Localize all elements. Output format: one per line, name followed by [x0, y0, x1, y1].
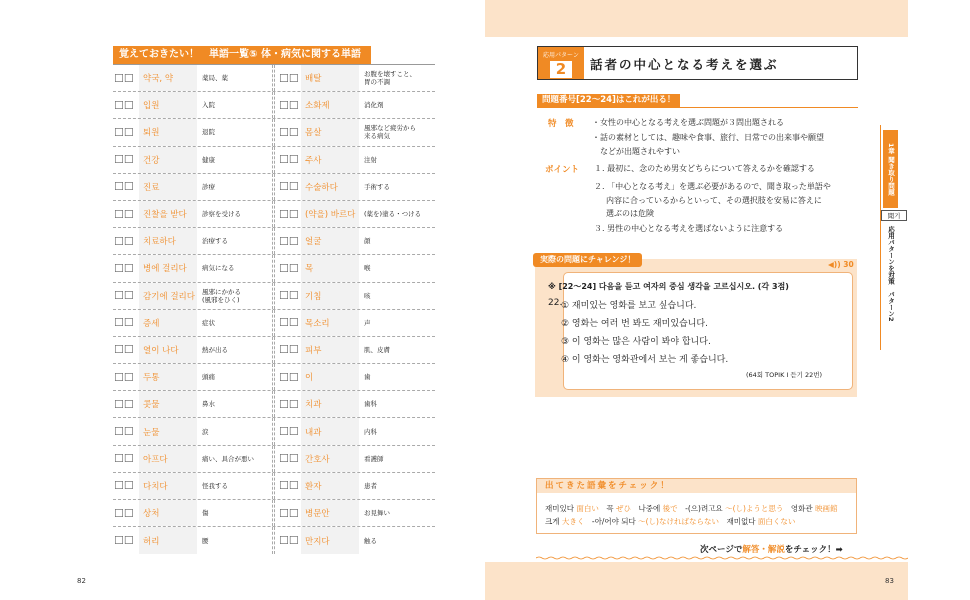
vocab-check-box [536, 478, 857, 534]
question-underline [537, 107, 858, 108]
japanese-meaning: 看護師 [364, 454, 384, 463]
japanese-meaning: 症状 [202, 318, 215, 327]
japanese-meaning: 痛い、具合が悪い [202, 454, 254, 463]
korean-word: 진료 [139, 174, 197, 200]
vocab-row [113, 201, 435, 228]
checkbox-pair[interactable]: ☐☐ [114, 452, 134, 466]
point-line: ３. 男性の中心となる考えを選ばないように注意する [594, 224, 784, 233]
vocab-row [113, 364, 435, 391]
korean-word: (약을) 바르다 [301, 201, 359, 227]
korean-word: 병문안 [301, 500, 359, 526]
feature-key: 特 徴 [548, 119, 574, 129]
vocab-check-label: 出てきた語彙をチェック！ [537, 479, 856, 493]
japanese-meaning: 薬局、薬 [202, 74, 228, 83]
pattern-badge [538, 47, 584, 79]
checkbox-pair[interactable]: ☐☐ [279, 506, 299, 520]
checkbox-pair[interactable]: ☐☐ [114, 289, 134, 303]
vocab-japanese: 面白くない [757, 517, 796, 526]
japanese-meaning: 声 [364, 318, 371, 327]
japanese-meaning: 病気になる [202, 264, 235, 273]
vocab-korean: 크게 [545, 517, 562, 526]
korean-word: 진찰을 받다 [139, 201, 197, 227]
japanese-meaning: 怪我する [202, 481, 228, 490]
japanese-meaning: 手術する [364, 182, 390, 191]
side-tab-section: 聞기 [881, 210, 907, 221]
japanese-meaning: 注射 [364, 155, 377, 164]
point-line: １. 最初に、念のため男女どちらについて答えるかを確認する [594, 164, 815, 173]
vocab-japanese: 大きく [561, 517, 585, 526]
korean-word: 아프다 [139, 446, 197, 472]
korean-word: 얼굴 [301, 228, 359, 254]
japanese-meaning: 咳 [364, 291, 371, 300]
korean-word: 콧물 [139, 391, 197, 417]
japanese-meaning: 診察を受ける [202, 210, 241, 219]
page-number-right: 83 [885, 577, 894, 585]
japanese-meaning: 内科 [364, 427, 377, 436]
korean-word: 감기에 걸리다 [139, 283, 197, 309]
feature-line: ・女性の中心となる考えを選ぶ問題が３問出題される [592, 118, 784, 127]
japanese-meaning: お見舞い [364, 509, 390, 518]
japanese-meaning: 風邪など疲労から 来る病気 [364, 124, 416, 141]
point-line: 選ぶのは危険 [606, 209, 654, 218]
korean-word: 수술하다 [301, 174, 359, 200]
source-note: (64회 TOPIK Ⅰ 듣기 22번) [746, 371, 823, 379]
vocab-row [113, 283, 435, 310]
checkbox-pair[interactable]: ☐☐ [279, 425, 299, 439]
side-tab-chapter[interactable]: 1章 聞き取り問題 [883, 130, 898, 208]
vocab-row [113, 337, 435, 364]
checkbox-pair[interactable]: ☐☐ [114, 98, 134, 112]
page-number-left: 82 [77, 577, 86, 585]
korean-word: 목 [301, 255, 359, 281]
korean-word: 입원 [139, 92, 197, 118]
top-band [485, 0, 908, 37]
side-tab-pattern: 応用パターンを対策 パターン2 [887, 226, 895, 322]
japanese-meaning: 傷 [202, 509, 209, 518]
checkbox-pair[interactable]: ☐☐ [279, 370, 299, 384]
checkbox-pair[interactable]: ☐☐ [114, 180, 134, 194]
korean-word: 간호사 [301, 446, 359, 472]
checkbox-pair[interactable]: ☐☐ [114, 370, 134, 384]
vocab-row [113, 473, 435, 500]
instruction: ※ [22～24] 다음을 듣고 여자의 중심 생각을 고르십시오. (각 3점) [548, 282, 789, 291]
vocab-japanese: ～(し)ようと思う [725, 504, 784, 513]
side-tab-line [880, 125, 881, 350]
korean-word: 만지다 [301, 527, 359, 554]
vocab-japanese: ぜひ [616, 504, 632, 513]
question-label: 問題番号[22～24]はこれが出る！ [537, 94, 680, 107]
vocab-korean: 꼭 [598, 504, 617, 513]
japanese-meaning: 歯科 [364, 400, 377, 409]
checkbox-pair[interactable]: ☐☐ [114, 479, 134, 493]
korean-word: 주사 [301, 147, 359, 173]
option: ④ 이 영화는 영화관에서 보는 게 좋습니다. [561, 355, 729, 365]
point-key: ポイント [545, 165, 580, 175]
japanese-meaning: 触る [364, 536, 377, 545]
japanese-meaning: (薬を)塗る・つける [364, 210, 422, 219]
vocab-row [113, 500, 435, 527]
vocab-row [113, 310, 435, 337]
korean-word: 치료하다 [139, 228, 197, 254]
vocab-korean: 재미있다 [545, 504, 577, 513]
vocab-table [113, 64, 435, 554]
vocab-check-line-1 [545, 503, 838, 514]
checkbox-pair[interactable]: ☐☐ [114, 534, 134, 548]
checkbox-pair[interactable]: ☐☐ [114, 153, 134, 167]
wave-divider [536, 556, 908, 560]
option: ③ 이 영화는 많은 사람이 봐야 합니다. [561, 337, 711, 347]
korean-word: 퇴원 [139, 119, 197, 145]
feature-line: ・話の素材としては、趣味や食事、旅行、日常での出来事や願望 [592, 133, 824, 142]
checkbox-pair[interactable]: ☐☐ [279, 316, 299, 330]
korean-word: 상처 [139, 500, 197, 526]
vocab-japanese: ～(し)なければならない [638, 517, 719, 526]
japanese-meaning: 頭痛 [202, 373, 215, 382]
japanese-meaning: 健康 [202, 155, 215, 164]
pattern-header [537, 46, 858, 80]
checkbox-pair[interactable]: ☐☐ [279, 234, 299, 248]
japanese-meaning: 診療 [202, 182, 215, 191]
korean-word: 증세 [139, 310, 197, 336]
checkbox-pair[interactable]: ☐☐ [114, 506, 134, 520]
challenge-label: 実際の問題にチャレンジ！ [533, 253, 642, 267]
japanese-meaning: 顔 [364, 237, 371, 246]
checkbox-pair[interactable]: ☐☐ [279, 343, 299, 357]
point-line: 内容に合っているからといって、その選択肢を安易に答えに [606, 196, 822, 205]
checkbox-pair[interactable]: ☐☐ [114, 261, 134, 275]
vocab-row [113, 418, 435, 445]
pattern-badge-number: 2 [550, 61, 572, 78]
next-suffix: をチェック！➡ [784, 545, 843, 555]
japanese-meaning: 入院 [202, 101, 215, 110]
korean-word: 약국, 약 [139, 65, 197, 91]
vocab-row [113, 446, 435, 473]
korean-word: 몸살 [301, 119, 359, 145]
japanese-meaning: 肌、皮膚 [364, 345, 390, 354]
checkbox-pair[interactable]: ☐☐ [279, 479, 299, 493]
vocab-korean: -(으)려고요 [677, 504, 726, 513]
vocab-japanese: 後で [662, 504, 678, 513]
korean-word: 병에 걸리다 [139, 255, 197, 281]
korean-word: 열이 나다 [139, 337, 197, 363]
korean-word: 치과 [301, 391, 359, 417]
checkbox-pair[interactable]: ☐☐ [114, 343, 134, 357]
checkbox-pair[interactable]: ☐☐ [114, 316, 134, 330]
vocab-row [113, 119, 435, 146]
vocab-japanese: 面白い [576, 504, 599, 513]
korean-word: 내과 [301, 418, 359, 444]
option: ② 영화는 여러 번 봐도 재미있습니다. [561, 319, 708, 329]
korean-word: 피부 [301, 337, 359, 363]
checkbox-pair[interactable]: ☐☐ [114, 425, 134, 439]
audio-track: ◀)) 30 [828, 260, 854, 269]
korean-word: 두통 [139, 364, 197, 390]
checkbox-pair[interactable]: ☐☐ [279, 71, 299, 85]
japanese-meaning: 鼻水 [202, 400, 215, 409]
checkbox-pair[interactable]: ☐☐ [279, 261, 299, 275]
checkbox-pair[interactable]: ☐☐ [279, 180, 299, 194]
korean-word: 기침 [301, 283, 359, 309]
vocab-row [113, 228, 435, 255]
vocab-korean: -아/어야 되다 [584, 517, 639, 526]
point-line: ２. 「中心となる考え」を選ぶ必要があるので、聞き取った単語や [594, 182, 831, 191]
korean-word: 목소리 [301, 310, 359, 336]
vocab-row [113, 65, 435, 92]
vocab-row [113, 527, 435, 554]
checkbox-pair[interactable]: ☐☐ [279, 153, 299, 167]
pattern-badge-label: 応用パターン [543, 52, 579, 59]
checkbox-pair[interactable]: ☐☐ [279, 207, 299, 221]
korean-word: 환자 [301, 473, 359, 499]
japanese-meaning: 腰 [202, 536, 209, 545]
option: ① 재미있는 영화를 보고 싶습니다. [561, 301, 697, 311]
checkbox-pair[interactable]: ☐☐ [279, 98, 299, 112]
checkbox-pair[interactable]: ☐☐ [114, 397, 134, 411]
vocab-row [113, 255, 435, 282]
vocab-korean: 재미없다 [718, 517, 758, 526]
japanese-meaning: 涙 [202, 427, 209, 436]
korean-word: 소화제 [301, 92, 359, 118]
checkbox-pair[interactable]: ☐☐ [114, 71, 134, 85]
checkbox-pair[interactable]: ☐☐ [114, 207, 134, 221]
vocab-row [113, 174, 435, 201]
japanese-meaning: 熱が出る [202, 345, 228, 354]
japanese-meaning: 風邪にかかる (風邪をひく) [202, 287, 241, 304]
checkbox-pair[interactable]: ☐☐ [114, 125, 134, 139]
next-prefix: 次ページで [700, 545, 743, 555]
pattern-title: 話者の中心となる考えを選ぶ [590, 57, 779, 72]
japanese-meaning: 患者 [364, 481, 377, 490]
korean-word: 다치다 [139, 473, 197, 499]
checkbox-pair[interactable]: ☐☐ [279, 397, 299, 411]
korean-word: 이 [301, 364, 359, 390]
checkbox-pair[interactable]: ☐☐ [279, 452, 299, 466]
korean-word: 건강 [139, 147, 197, 173]
vocab-list-title: 覚えておきたい！ 単語一覧⑤ 体・病気に関する単語 [113, 46, 371, 64]
vocab-row [113, 391, 435, 418]
vocab-row [113, 147, 435, 174]
japanese-meaning: お腹を壊すこと、 胃の不調 [364, 70, 416, 87]
japanese-meaning: 歯 [364, 373, 371, 382]
japanese-meaning: 治療する [202, 237, 228, 246]
checkbox-pair[interactable]: ☐☐ [279, 125, 299, 139]
next-page-link[interactable] [700, 543, 843, 555]
question-number: 22. [548, 298, 563, 308]
vocab-check-line-2 [545, 516, 795, 527]
feature-line: などが出題されやすい [600, 147, 680, 156]
japanese-meaning: 退院 [202, 128, 215, 137]
vocab-korean: 나중에 [631, 504, 663, 513]
korean-word: 허리 [139, 527, 197, 554]
korean-word: 배탈 [301, 65, 359, 91]
checkbox-pair[interactable]: ☐☐ [279, 289, 299, 303]
japanese-meaning: 喉 [364, 264, 371, 273]
vocab-korean: 영화관 [783, 504, 816, 513]
korean-word: 눈물 [139, 418, 197, 444]
vocab-row [113, 92, 435, 119]
bottom-band [485, 562, 908, 600]
checkbox-pair[interactable]: ☐☐ [114, 234, 134, 248]
japanese-meaning: 消化剤 [364, 101, 384, 110]
next-highlight: 解答・解説 [742, 545, 785, 555]
vocab-japanese: 映画館 [815, 504, 838, 513]
checkbox-pair[interactable]: ☐☐ [279, 534, 299, 548]
